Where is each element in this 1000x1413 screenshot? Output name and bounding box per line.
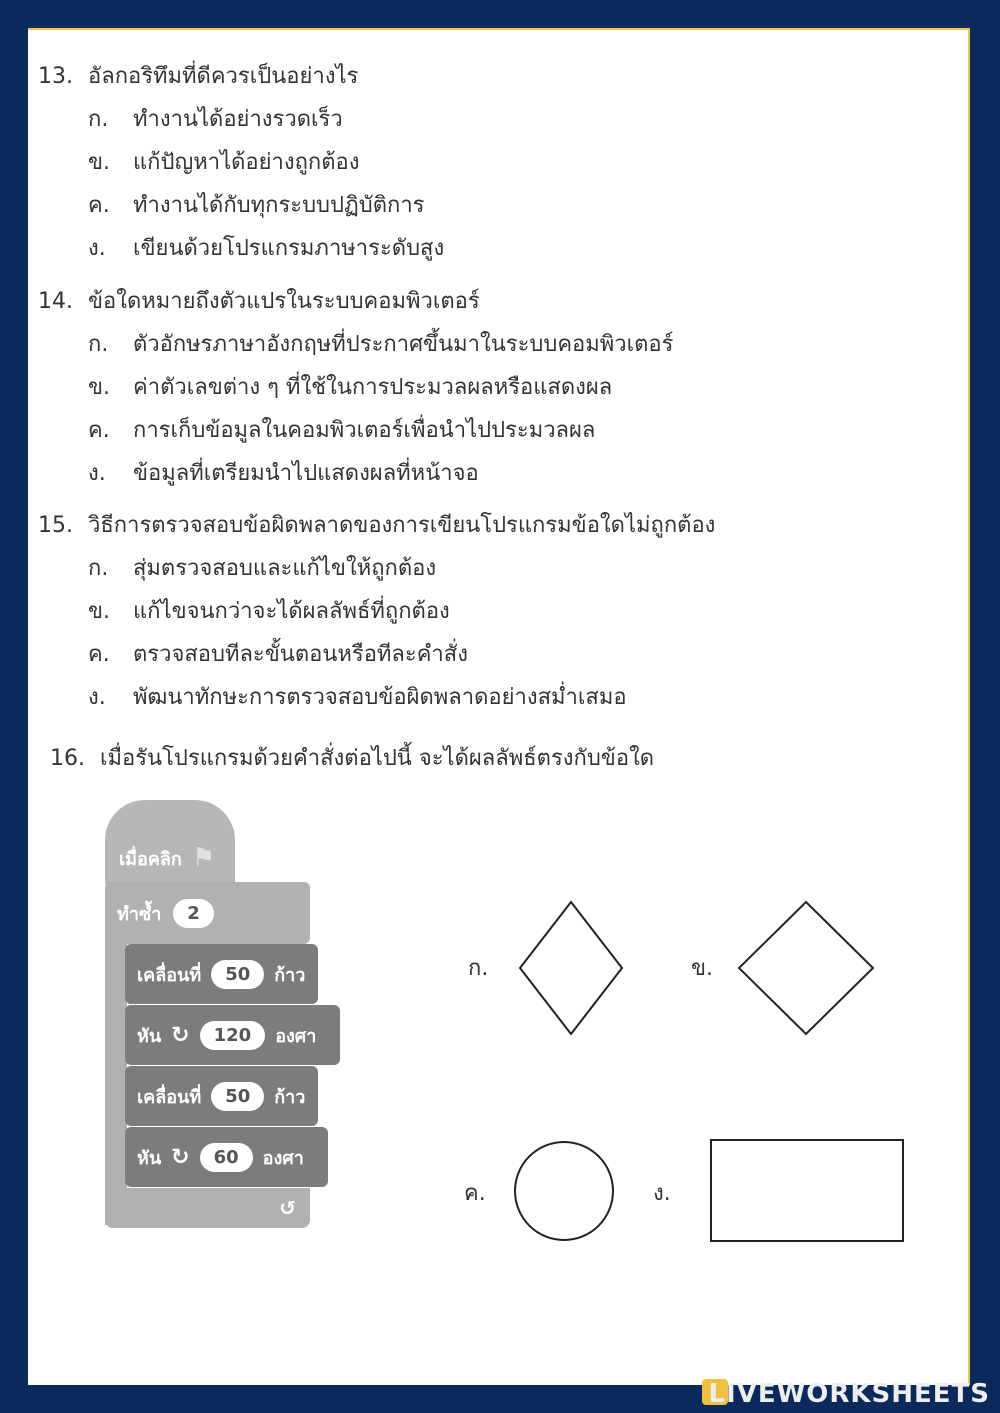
q15-option-a[interactable]: ก. สุ่มตรวจสอบและแก้ไขให้ถูกต้อง (88, 556, 437, 581)
flag-icon: ⚑ (191, 843, 216, 873)
turn-right-icon: ↻ (171, 1144, 190, 1170)
move-block-1: เคลื่อนที่ 50 ก้าว (125, 944, 318, 1004)
q14-option-a[interactable]: ก. ตัวอักษรภาษาอังกฤษที่ประกาศขึ้นมาในระบบคอมพิวเตอร์ (88, 332, 674, 357)
q14-option-c[interactable]: ค. การเก็บข้อมูลในคอมพิวเตอร์เพื่อนำไปประมวลผล (88, 418, 596, 443)
shape-option-a-label: ก. (468, 956, 489, 981)
turn-block-1: หัน ↻ 120 องศา (125, 1005, 340, 1065)
q15-option-c[interactable]: ค. ตรวจสอบทีละขั้นตอนหรือทีละคำสั่ง (88, 642, 468, 667)
square-diamond-shape[interactable] (737, 900, 875, 1036)
worksheet-page (28, 28, 970, 1385)
q13-option-d[interactable]: ง. เขียนด้วยโปรแกรมภาษาระดับสูง (88, 236, 445, 261)
q13-option-c[interactable]: ค. ทำงานได้กับทุกระบบปฏิบัติการ (88, 193, 425, 218)
turn-block-2: หัน ↻ 60 องศา (125, 1127, 328, 1187)
shape-option-c-label: ค. (464, 1181, 486, 1206)
q13-option-b[interactable]: ข. แก้ปัญหาได้อย่างถูกต้อง (88, 150, 360, 175)
when-flag-clicked-block: เมื่อคลิก ⚑ (105, 800, 235, 888)
watermark: LIVEWORKSHEETS (708, 1379, 990, 1409)
q15-option-d[interactable]: ง. พัฒนาทักษะการตรวจสอบข้อผิดพลาดอย่างสม่ำเสมอ (88, 685, 627, 710)
shape-option-d-label: ง. (653, 1181, 671, 1206)
q15-option-b[interactable]: ข. แก้ไขจนกว่าจะได้ผลลัพธ์ที่ถูกต้อง (88, 599, 450, 624)
question-14: 14. ข้อใดหมายถึงตัวแปรในระบบคอมพิวเตอร์ (38, 289, 480, 314)
repeat-block: ทำซ้ำ 2 (105, 882, 310, 944)
move-block-2: เคลื่อนที่ 50 ก้าว (125, 1066, 318, 1126)
question-15: 15. วิธีการตรวจสอบข้อผิดพลาดของการเขียนโปรแกรมข้อใดไม่ถูกต้อง (38, 513, 716, 538)
q14-option-b[interactable]: ข. ค่าตัวเลขต่าง ๆ ที่ใช้ในการประมวลผลหรือแสดงผล (88, 375, 613, 400)
q13-option-a[interactable]: ก. ทำงานได้อย่างรวดเร็ว (88, 107, 343, 132)
question-16: 16. เมื่อรันโปรแกรมด้วยคำสั่งต่อไปนี้ จะได้ผลลัพธ์ตรงกับข้อใด (50, 746, 655, 771)
narrow-diamond-shape[interactable] (518, 900, 624, 1036)
repeat-block-bottom (105, 1188, 310, 1228)
circle-shape[interactable] (513, 1140, 615, 1242)
q14-option-d[interactable]: ง. ข้อมูลที่เตรียมนำไปแสดงผลที่หน้าจอ (88, 461, 479, 486)
rectangle-shape[interactable] (710, 1139, 905, 1243)
shape-option-b-label: ข. (691, 956, 714, 981)
turn-right-icon: ↻ (171, 1022, 190, 1048)
loop-arrow-icon: ↺ (279, 1196, 296, 1220)
repeat-count: 2 (173, 899, 214, 928)
repeat-block-arm (105, 940, 127, 1225)
question-13: 13. อัลกอริทึมที่ดีควรเป็นอย่างไร (38, 64, 359, 89)
